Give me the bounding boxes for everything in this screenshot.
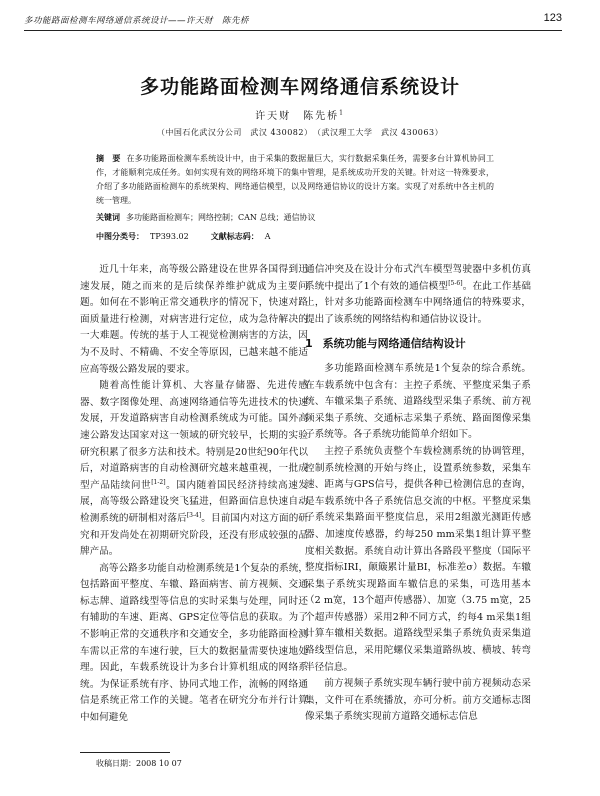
doc-code-value: A (264, 232, 271, 241)
paragraph-text: 随着高性能计算机、大容量存储器、先进传感器、数字图像处理、高速网络通信等先进技术的快速发展，开发道路病害自动检测系统成为可能。国外高速公路发达国家对这一领域的研究较早，长期的实验研究积累了很多方法和技术。特别是20世纪90年代以后，对道路病害的自动检测研究越来越重视，一批成型产品陆续问世 (80, 380, 308, 491)
section-number: 1 (305, 337, 313, 351)
paper-title: 多功能路面检测车网络通信系统设计 (139, 76, 460, 98)
paragraph: 前方视频子系统实现车辆行驶中前方视频动态采集，文件可在系统播放，亦可分析。前方交通标志图像采集子系统实现前方道路交通标志信息 (305, 678, 531, 723)
left-column (80, 262, 308, 727)
paragraph (305, 262, 531, 328)
citation: [3-4] (186, 511, 202, 519)
paragraph-text: 通信冲突及在设计分布式汽车模型驾驶器中多机仿真系统中提出了1个有效的通信模型 (305, 264, 531, 292)
keywords-text: 多功能路面检测车；网络控制；CAN 总线；通信协议 (126, 213, 316, 222)
keywords (96, 211, 494, 225)
received-date-footnote: 收稿日期：2008 10 07 (96, 759, 182, 768)
abstract-text: 在多功能路面检测车系统设计中，由于采集的数据量巨大，实行数据采集任务，需要多台计算机协同工作，才能顺利完成任务。如何实现有效的网络环境下的集中管理，是系统成功开发的关键。针对这一特殊要求，介绍了多功能路面检测车的系统架构、网络通信模型，以及网络通信协议的设计方案。实现了对系统中各主机的统一管理。 (96, 154, 495, 205)
paragraph: 高等公路多功能自动检测系统是1个复杂的系统，包括路面平整度、车辙、路面病害、前方视频、交通标志牌、道路线型等信息的实时采集与处理，同时还有辅助的车速、距离、GPS定位等信息的获取。为了不影响正常的交通秩序和交通安全，多功能路面检测车需以正常的车速行驶，巨大的数据量需要快速地处理。因此，车载系统设计为多台计算机组成的网络系统。为保证系统有序、协同式地工作，流畅的网络通信是系统正常工作的关键。笔者在研究分布并行计算中如何避免 (80, 562, 308, 724)
clc-label: 中图分类号： (96, 232, 144, 241)
abstract-label: 摘 要 (96, 154, 121, 163)
affiliation: （中国石化武汉分公司 武汉 430082） （武汉理工大学 武汉 430063） (156, 128, 444, 137)
authors (0, 107, 600, 122)
section-heading (305, 336, 531, 353)
paragraph: 多功能路面检测车系统是1个复杂的综合系统。在车载系统中包含有：主控子系统、平整度采集子系统、车辙采集子系统、道路线型采集子系统、前方视频采集子系统、交通标志采集子系统、路面图像采集子系统等。各子系统功能简单介绍如下。 (305, 362, 531, 441)
abstract (96, 152, 494, 208)
page-header (24, 12, 562, 31)
paragraph-text: 。在此工作基础上，针对多功能路面检测车中网络通信的特殊要求，提出了该系统的网络结构和通信协议设计。 (305, 280, 532, 325)
page-number: 123 (543, 12, 562, 24)
author-names: 许天财 陈先桥 (255, 111, 340, 122)
author-superscript: 1 (339, 109, 345, 117)
section-title: 系统功能与网络通信结构设计 (322, 337, 466, 351)
clc-value: TP393.02 (150, 232, 189, 241)
paragraph-text: 。目前国内对这方面的研究和开发尚处在初期研究阶段，还没有形成较强的品牌产品。 (80, 512, 308, 558)
paragraph: 主控子系统负责整个车载检测系统的协调管理，控制系统检测的开始与终止，设置系统参数，采集车速、距离与GPS信号，提供各种已检测信息的查询，是车载系统中各子系统信息交流的中枢。平整度采集子系统采集路面平整度信息，采用2组激光测距传感器、加速度传感器，约每250 mm采集1组计算平整度相关数据。系统自动计算出各路段平整度（国际平整度指标IRI，颠簸累计量BI，标准差σ）数据。车辙采集子系统实现路面车辙信息的采集，可选用基本（2 m宽，13个超声传感器）、加宽（3.75 m宽，25个超声传感器）采用2种不同方式，约每4 m采集1组计算车辙相关数据。道路线型采集子系统负责采集道路线型信息，采用陀螺仪采集道路纵坡、横坡、转弯半径信息。 (305, 445, 531, 673)
doc-code-label: 文献标志码： (210, 232, 259, 241)
paragraph (80, 378, 308, 561)
paragraph: 近几十年来，高等级公路建设在世界各国得到迅速发展，随之而来的是后续保养维护就成为主要问题。如何在不影响正常交通秩序的情况下，快速对路面质量进行检测，对病害进行定位，成为急待解决的一大难题。传统的基于人工视觉检测病害的方法，因为不及时、不精确、不安全等原因，已越来越不能适应高等级公路发展的要求。 (80, 264, 308, 375)
running-title: 多功能路面检测车网络通信系统设计——许天财 陈先桥 (24, 16, 250, 26)
paragraph-text: 。国内随着国民经济持续高速发展，高等级公路建设突飞猛进，但路面信息快速自动检测系统的研制相对落后 (80, 479, 308, 524)
classification-line (96, 230, 271, 244)
citation: [1-2] (151, 478, 166, 486)
right-column (305, 262, 531, 726)
citation: [5-6] (448, 279, 463, 287)
footnote-rule (80, 752, 170, 753)
keywords-label: 关键词 (96, 213, 120, 222)
